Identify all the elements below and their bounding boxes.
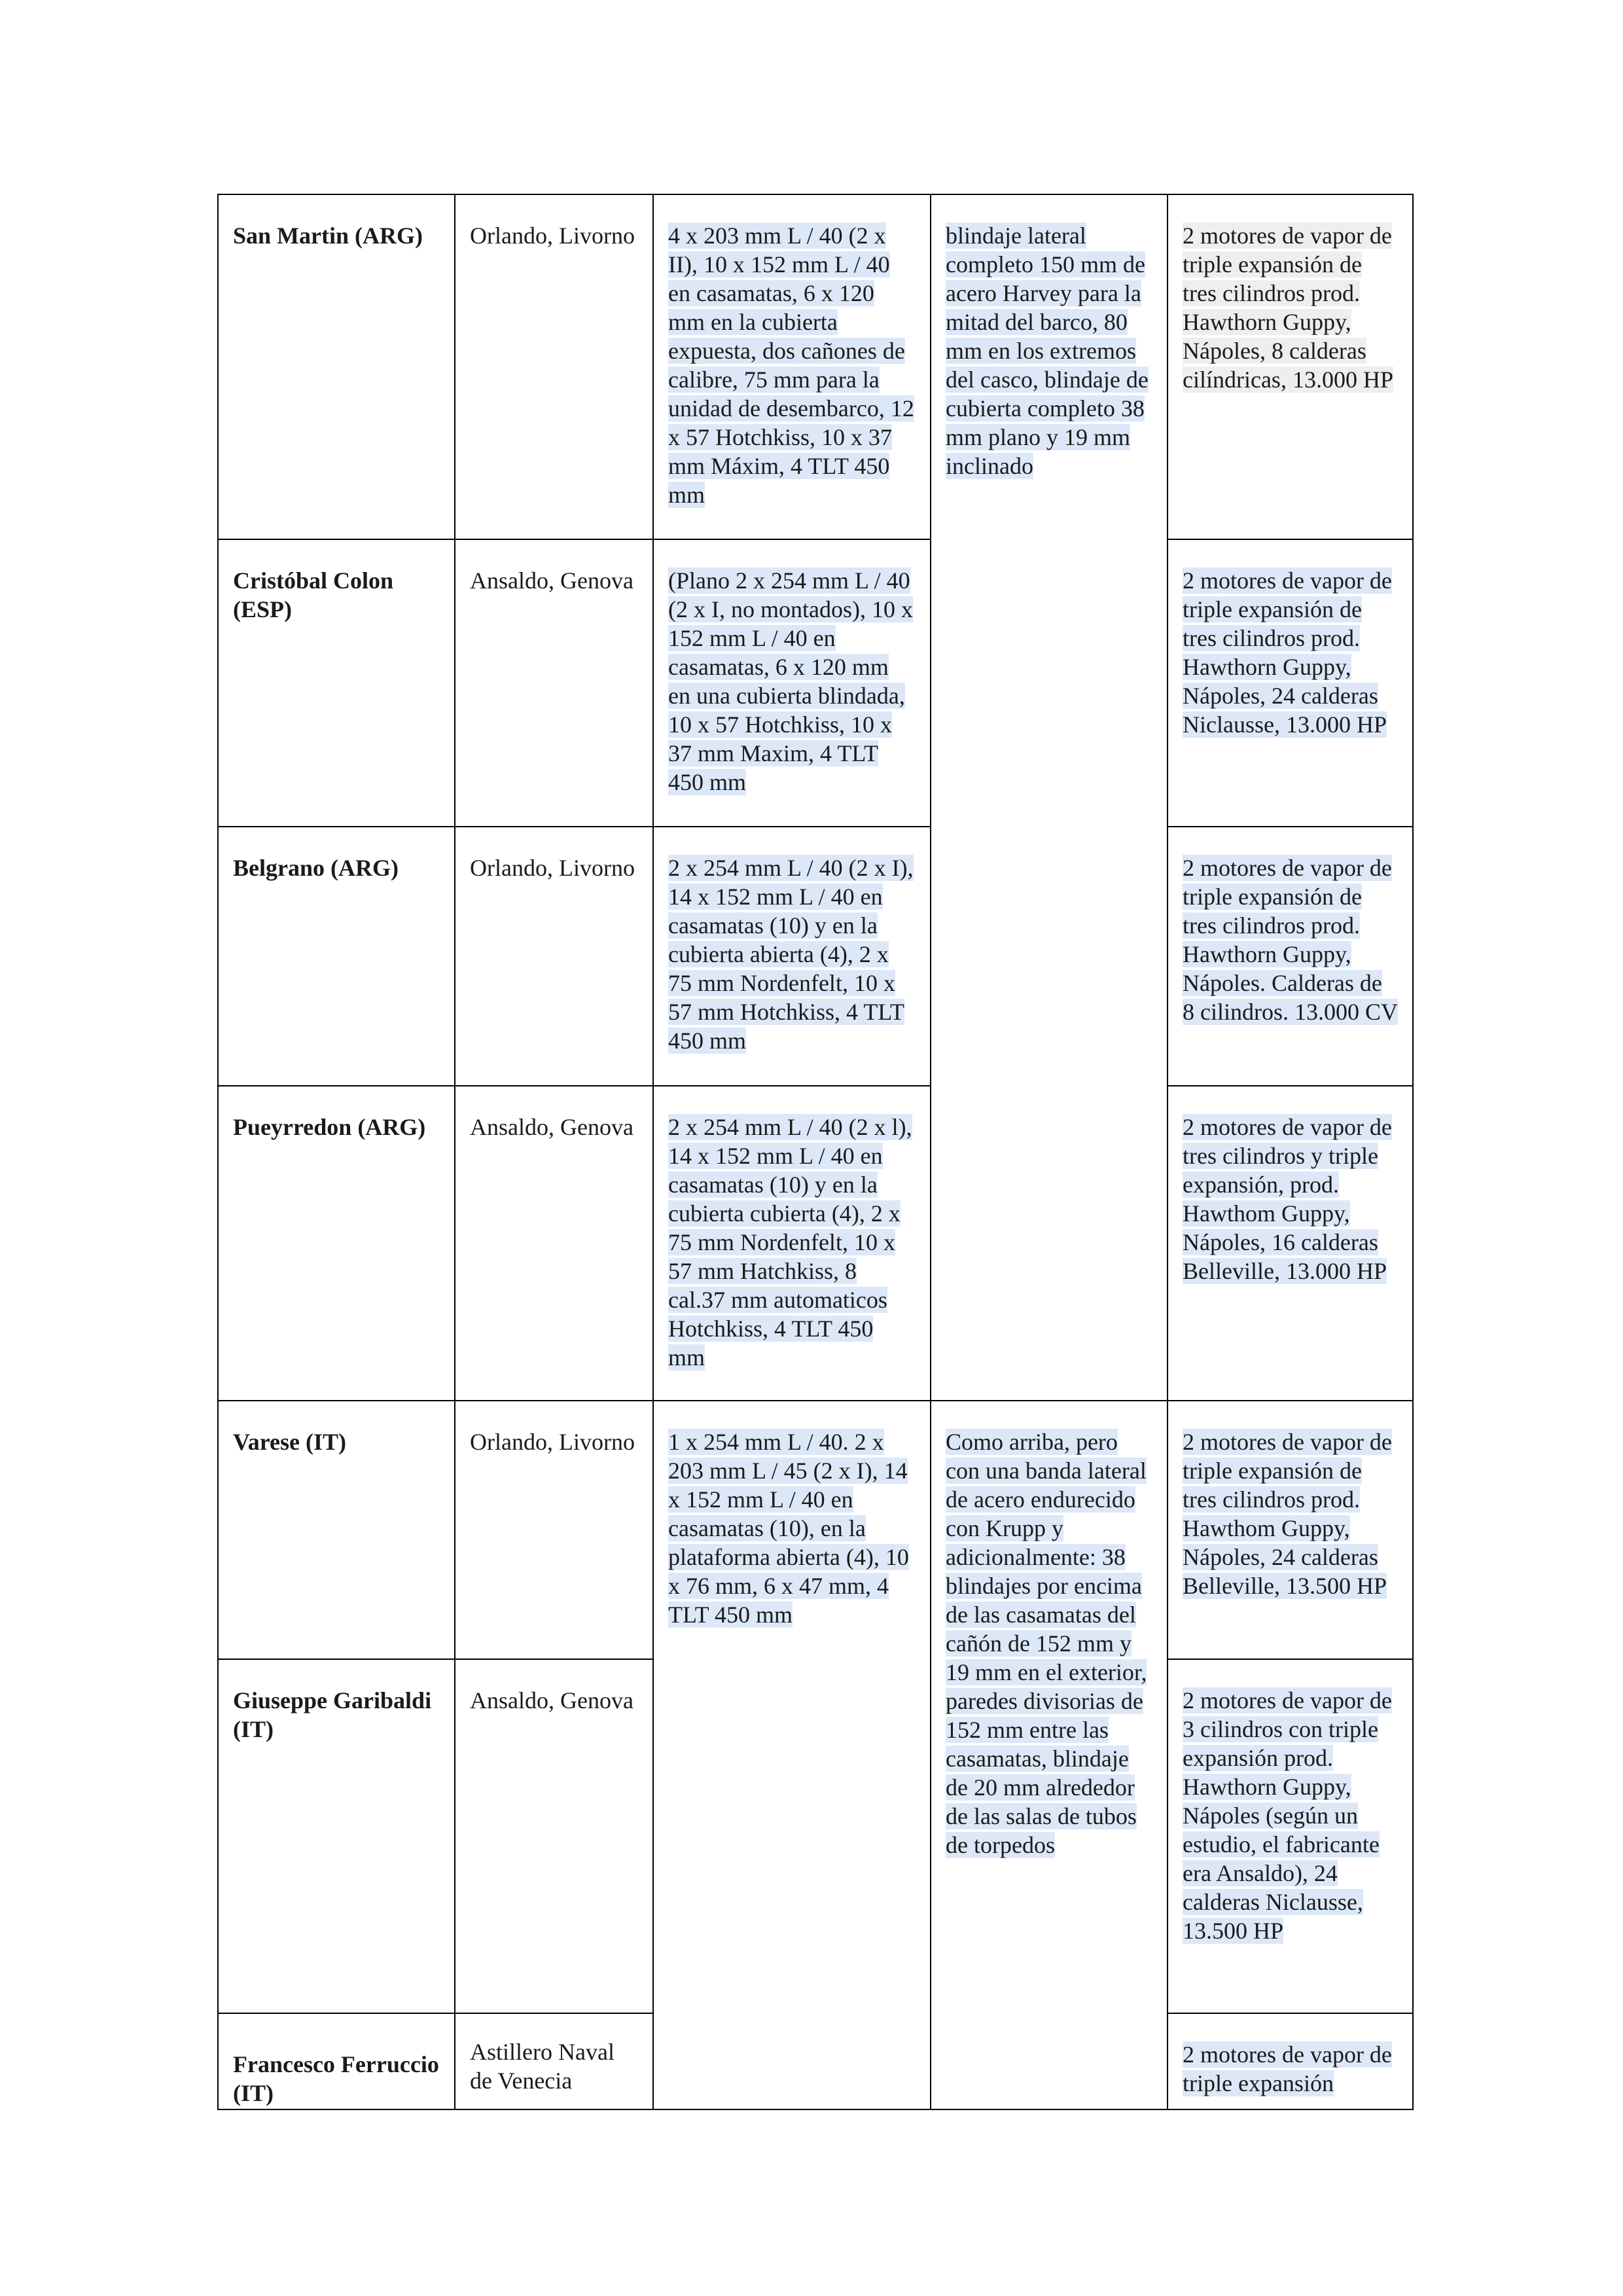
ships-specs-table	[217, 194, 1414, 2110]
armament-text: 2 x 254 mm L / 40 (2 x I), 14 x 152 mm L / 40 en casamatas (10) y en la cubierta abierta (4), 2 x 75 mm Nordenfelt, 10 x 57 mm Hotchkiss, 4 TLT 450 mm	[668, 855, 914, 1054]
ship-name-cell	[218, 1659, 455, 2013]
table-row	[218, 1401, 1413, 1659]
armament-text: 4 x 203 mm L / 40 (2 x II), 10 x 152 mm L / 40 en casamatas, 6 x 120 mm en la cubierta expuesta, dos cañones de calibre, 75 mm para la unidad de desembarco, 12 x 57 Hotchkiss, 10 x 37 mm Máxim, 4 TLT 450 mm	[668, 223, 914, 508]
ship-name: Francesco Ferruccio (IT)	[233, 2051, 439, 2106]
ship-name-cell	[218, 1401, 455, 1659]
shipyard-cell	[455, 2013, 653, 2109]
armor-text: blindaje lateral completo 150 mm de acero Harvey para la mitad del barco, 80 mm en los extremos del casco, blindaje de cubierta completo 38 mm plano y 19 mm inclinado	[946, 223, 1149, 479]
shipyard: Ansaldo, Genova	[470, 1687, 633, 1713]
shipyard-cell	[455, 539, 653, 827]
engines-text: 2 motores de vapor de triple expansión de tres cilindros prod. Hawthom Guppy, Nápoles, 24 calderas Belleville, 13.500 HP	[1183, 1428, 1392, 1599]
ship-name: Giuseppe Garibaldi (IT)	[233, 1687, 432, 1742]
engines-cell	[1168, 1086, 1413, 1401]
ship-name: Varese (IT)	[233, 1428, 346, 1455]
engines-cell	[1168, 194, 1413, 539]
ship-name: Belgrano (ARG)	[233, 855, 399, 882]
shipyard-cell	[455, 1659, 653, 2013]
shipyard-cell	[455, 1401, 653, 1659]
engines-cell	[1168, 827, 1413, 1086]
armament-text: (Plano 2 x 254 mm L / 40 (2 x I, no montados), 10 x 152 mm L / 40 en casamatas, 6 x 120 mm en una cubierta blindada, 10 x 57 Hotchkiss, 10 x 37 mm Maxim, 4 TLT 450 mm	[668, 567, 913, 795]
armament-cell	[653, 539, 931, 827]
engines-cell	[1168, 539, 1413, 827]
table-row	[218, 1086, 1413, 1401]
shipyard: Orlando, Livorno	[470, 1428, 635, 1455]
armor-cell-group-1	[931, 194, 1168, 1401]
ship-name: San Martin (ARG)	[233, 223, 423, 249]
armament-cell	[653, 827, 931, 1086]
table-row	[218, 539, 1413, 827]
shipyard: Astillero Naval de Venecia	[470, 2038, 615, 2094]
engines-text: 2 motores de vapor de 3 cilindros con triple expansión prod. Hawthorn Guppy, Nápoles (según un estudio, el fabricante era Ansaldo), 24 calderas Niclausse, 13.500 HP	[1183, 1687, 1392, 1944]
table-row	[218, 194, 1413, 539]
armor-cell-group-2	[931, 1401, 1168, 2109]
engines-text: 2 motores de vapor de triple expansión de tres cilindros prod. Hawthorn Guppy, Nápoles, 24 calderas Niclausse, 13.000 HP	[1183, 567, 1392, 738]
ship-name-cell	[218, 2013, 455, 2109]
engines-cell	[1168, 2013, 1413, 2109]
armament-cell-group-2	[653, 1401, 931, 2109]
shipyard: Orlando, Livorno	[470, 855, 635, 882]
ship-name-cell	[218, 827, 455, 1086]
shipyard-cell	[455, 194, 653, 539]
shipyard-cell	[455, 1086, 653, 1401]
armament-cell	[653, 1086, 931, 1401]
armament-text: 1 x 254 mm L / 40. 2 x 203 mm L / 45 (2 x I), 14 x 152 mm L / 40 en casamatas (10), en la plataforma abierta (4), 10 x 76 mm, 6 x 47 mm, 4 TLT 450 mm	[668, 1428, 909, 1628]
shipyard: Ansaldo, Genova	[470, 1114, 633, 1141]
ship-name: Pueyrredon (ARG)	[233, 1114, 426, 1141]
shipyard-cell	[455, 827, 653, 1086]
engines-cell	[1168, 1401, 1413, 1659]
engines-text: 2 motores de vapor de triple expansión de tres cilindros prod. Hawthorn Guppy, Nápoles, 8 calderas cilíndricas, 13.000 HP	[1183, 223, 1393, 393]
engines-cell	[1168, 1659, 1413, 2013]
table-row	[218, 827, 1413, 1086]
ship-name-cell	[218, 1086, 455, 1401]
ship-name: Cristóbal Colon (ESP)	[233, 567, 394, 622]
engines-text: 2 motores de vapor de triple expansión de tres cilindros prod. Hawthorn Guppy, Nápoles. Calderas de 8 cilindros. 13.000 CV	[1183, 855, 1398, 1026]
armor-text: Como arriba, pero con una banda lateral de acero endurecido con Krupp y adicionalmente: 38 blindajes por encima de las casamatas del cañón de 152 mm y 19 mm en el exterior, paredes divisorias de 152 mm entre las casamatas, blindaje de 20 mm alrededor de las salas de tubos de torpedos	[946, 1428, 1147, 1858]
armament-cell	[653, 194, 931, 539]
engines-text: 2 motores de vapor de tres cilindros y triple expansión, prod. Hawthom Guppy, Nápoles, 16 calderas Belleville, 13.000 HP	[1183, 1114, 1392, 1285]
ship-name-cell	[218, 539, 455, 827]
shipyard: Ansaldo, Genova	[470, 567, 633, 594]
armament-text: 2 x 254 mm L / 40 (2 x l), 14 x 152 mm L / 40 en casamatas (10) y en la cubierta cubierta (4), 2 x 75 mm Nordenfelt, 10 x 57 mm Hatchkiss, 8 cal.37 mm automaticos Hotchkiss, 4 TLT 450 mm	[668, 1114, 912, 1371]
shipyard: Orlando, Livorno	[470, 223, 635, 249]
engines-text: 2 motores de vapor de triple expansión	[1183, 2041, 1392, 2096]
ship-name-cell	[218, 194, 455, 539]
